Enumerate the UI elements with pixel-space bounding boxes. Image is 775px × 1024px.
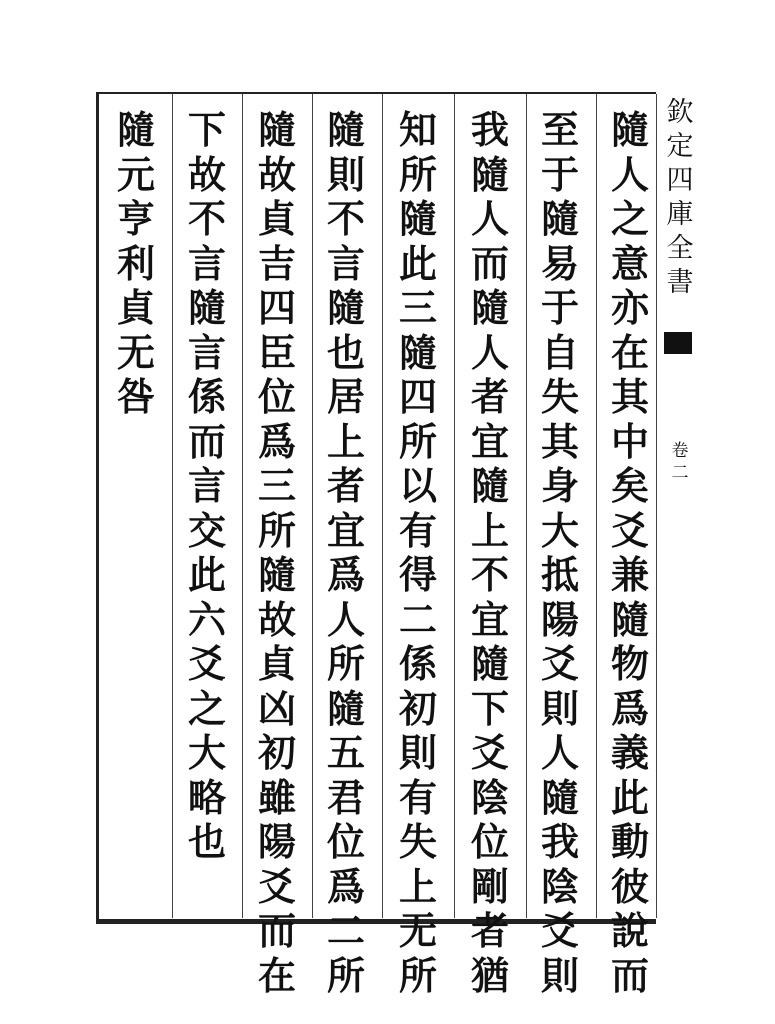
- text-char: 矣: [610, 463, 649, 508]
- text-char: 而: [257, 908, 296, 953]
- text-char: 猶: [470, 952, 509, 998]
- text-char: 則: [540, 952, 579, 998]
- text-char: 隨: [257, 552, 296, 597]
- text-char: 者: [470, 374, 509, 419]
- text-char: 人: [470, 329, 509, 375]
- text-char: 爲: [257, 418, 296, 464]
- title-char: 全: [666, 233, 694, 264]
- text-char: 此: [610, 774, 649, 820]
- text-char: 隨: [470, 151, 509, 197]
- volume-label: [662, 440, 698, 484]
- title-char: 書: [666, 267, 694, 298]
- text-char: 四: [257, 285, 296, 330]
- text-char: 臣: [257, 329, 296, 375]
- text-char: 則: [326, 151, 365, 197]
- text-char: 所: [326, 641, 365, 686]
- text-char: 貞: [116, 285, 155, 330]
- text-char: 咎: [116, 374, 155, 419]
- text-char: 人: [540, 730, 579, 775]
- text-char: 故: [187, 151, 226, 197]
- text-char: 隨: [326, 285, 365, 330]
- fish-tail-mark: [664, 332, 692, 354]
- text-char: 宜: [470, 596, 509, 642]
- text-char: 我: [470, 107, 509, 152]
- text-char: 在: [257, 952, 296, 998]
- text-char: 隨: [610, 107, 649, 152]
- text-char: 抵: [540, 552, 579, 597]
- text-char: 隨: [540, 774, 579, 820]
- text-char: 以: [398, 463, 437, 508]
- text-char: 于: [540, 285, 579, 330]
- text-char: 隨: [326, 107, 365, 152]
- text-char: 初: [398, 685, 437, 731]
- text-char: 隨: [326, 685, 365, 731]
- text-char: 隨: [187, 285, 226, 330]
- text-char: 而: [187, 418, 226, 464]
- text-char: 說: [610, 908, 649, 953]
- text-char: 有: [398, 774, 437, 820]
- text-char: 也: [326, 329, 365, 375]
- text-char: 彼: [610, 863, 649, 909]
- text-char: 貞: [257, 641, 296, 686]
- text-char: 无: [116, 329, 155, 375]
- title-char: 庫: [666, 199, 694, 230]
- text-char: 隨: [470, 641, 509, 686]
- text-char: 陽: [540, 596, 579, 642]
- text-char: 凶: [257, 685, 296, 731]
- text-char: 則: [398, 730, 437, 775]
- text-char: 身: [540, 463, 579, 508]
- column-rule: [242, 94, 243, 918]
- text-char: 而: [470, 240, 509, 286]
- text-char: 其: [540, 418, 579, 464]
- text-char: 其: [610, 374, 649, 419]
- text-char: 義: [610, 730, 649, 775]
- column-rule: [172, 94, 173, 918]
- text-char: 隨: [540, 196, 579, 241]
- text-column: [464, 108, 516, 998]
- text-char: 于: [540, 151, 579, 197]
- text-char: 三: [257, 463, 296, 508]
- text-char: 初: [257, 730, 296, 775]
- text-char: 六: [187, 596, 226, 642]
- text-char: 上: [398, 863, 437, 909]
- text-char: 言: [187, 329, 226, 375]
- text-char: 係: [187, 374, 226, 419]
- text-char: 自: [540, 329, 579, 375]
- text-char: 不: [187, 196, 226, 241]
- column-rule: [382, 94, 383, 918]
- text-char: 隨: [398, 196, 437, 241]
- column-rule: [596, 94, 597, 918]
- text-char: 意: [610, 240, 649, 286]
- text-char: 者: [326, 463, 365, 508]
- text-char: 下: [187, 107, 226, 152]
- text-char: 上: [470, 507, 509, 553]
- text-char: 失: [398, 819, 437, 864]
- text-char: 則: [540, 685, 579, 731]
- text-char: 所: [398, 952, 437, 998]
- text-char: 兼: [610, 552, 649, 597]
- text-char: 所: [326, 952, 365, 998]
- text-column: [392, 108, 444, 998]
- text-char: 隨: [398, 329, 437, 375]
- text-char: 爲: [610, 685, 649, 731]
- text-column: [110, 108, 162, 420]
- text-char: 爲: [326, 552, 365, 597]
- text-char: 爻: [187, 641, 226, 686]
- text-char: 爻: [470, 730, 509, 775]
- text-char: 貞: [257, 196, 296, 241]
- text-char: 故: [257, 151, 296, 197]
- text-char: 不: [326, 196, 365, 241]
- text-char: 物: [610, 641, 649, 686]
- text-char: 所: [257, 507, 296, 553]
- text-char: 言: [187, 240, 226, 286]
- title-char: 四: [666, 165, 694, 196]
- text-char: 元: [116, 151, 155, 197]
- text-char: 在: [610, 329, 649, 375]
- volume-char: 二: [671, 463, 689, 483]
- column-rule: [312, 94, 313, 918]
- text-char: 五: [326, 730, 365, 775]
- text-char: 雖: [257, 774, 296, 820]
- column-rule: [656, 94, 657, 918]
- text-char: 爲: [326, 863, 365, 909]
- text-char: 爻: [540, 908, 579, 953]
- text-char: 至: [540, 107, 579, 152]
- text-char: 而: [610, 952, 649, 998]
- text-char: 剛: [470, 863, 509, 909]
- text-char: 我: [540, 819, 579, 864]
- text-char: 人: [326, 596, 365, 642]
- title-char: 定: [666, 131, 694, 162]
- title-char: 欽: [666, 97, 694, 128]
- text-char: 大: [187, 730, 226, 775]
- text-column: [181, 108, 233, 865]
- text-column: [320, 108, 372, 998]
- text-char: 二: [398, 596, 437, 642]
- text-char: 易: [540, 240, 579, 286]
- text-char: 大: [540, 507, 579, 553]
- text-char: 失: [540, 374, 579, 419]
- text-char: 隨: [610, 596, 649, 642]
- text-column: [534, 108, 586, 998]
- text-char: 吉: [257, 240, 296, 286]
- text-char: 下: [470, 685, 509, 731]
- text-char: 陰: [470, 774, 509, 820]
- text-column: [251, 108, 303, 998]
- text-char: 得: [398, 552, 437, 597]
- text-char: 人: [470, 196, 509, 241]
- book-title: [658, 96, 702, 300]
- text-char: 亨: [116, 196, 155, 241]
- column-rule: [526, 94, 527, 918]
- text-char: 此: [398, 240, 437, 286]
- text-char: 言: [326, 240, 365, 286]
- text-char: 上: [326, 418, 365, 464]
- text-char: 者: [470, 908, 509, 953]
- text-char: 爻: [540, 641, 579, 686]
- text-char: 三: [398, 285, 437, 330]
- text-char: 略: [187, 774, 226, 820]
- text-char: 係: [398, 641, 437, 686]
- text-char: 言: [187, 463, 226, 508]
- text-column: [604, 108, 656, 998]
- text-char: 利: [116, 240, 155, 286]
- column-rule: [454, 94, 455, 918]
- volume-char: 卷: [671, 441, 689, 461]
- text-char: 所: [398, 418, 437, 464]
- text-char: 爻: [257, 863, 296, 909]
- text-char: 不: [470, 552, 509, 597]
- text-char: 交: [187, 507, 226, 553]
- text-char: 所: [398, 151, 437, 197]
- text-char: 知: [398, 107, 437, 152]
- text-char: 爻: [610, 507, 649, 553]
- text-char: 中: [610, 418, 649, 464]
- text-char: 動: [610, 819, 649, 864]
- text-char: 宜: [470, 418, 509, 464]
- text-char: 此: [187, 552, 226, 597]
- text-char: 隨: [470, 463, 509, 508]
- text-char: 之: [610, 196, 649, 241]
- text-char: 故: [257, 596, 296, 642]
- text-char: 陽: [257, 819, 296, 864]
- text-char: 亦: [610, 285, 649, 330]
- text-char: 无: [398, 908, 437, 953]
- text-char: 位: [326, 819, 365, 864]
- text-char: 宜: [326, 507, 365, 553]
- text-char: 位: [470, 819, 509, 864]
- text-char: 居: [326, 374, 365, 419]
- text-char: 也: [187, 819, 226, 864]
- text-char: 隨: [470, 285, 509, 330]
- text-char: 之: [187, 685, 226, 731]
- text-char: 四: [398, 374, 437, 419]
- text-char: 隨: [116, 107, 155, 152]
- text-char: 二: [326, 908, 365, 953]
- text-char: 人: [610, 151, 649, 197]
- text-char: 陰: [540, 863, 579, 909]
- text-char: 有: [398, 507, 437, 553]
- text-char: 位: [257, 374, 296, 419]
- text-char: 隨: [257, 107, 296, 152]
- text-char: 君: [326, 774, 365, 820]
